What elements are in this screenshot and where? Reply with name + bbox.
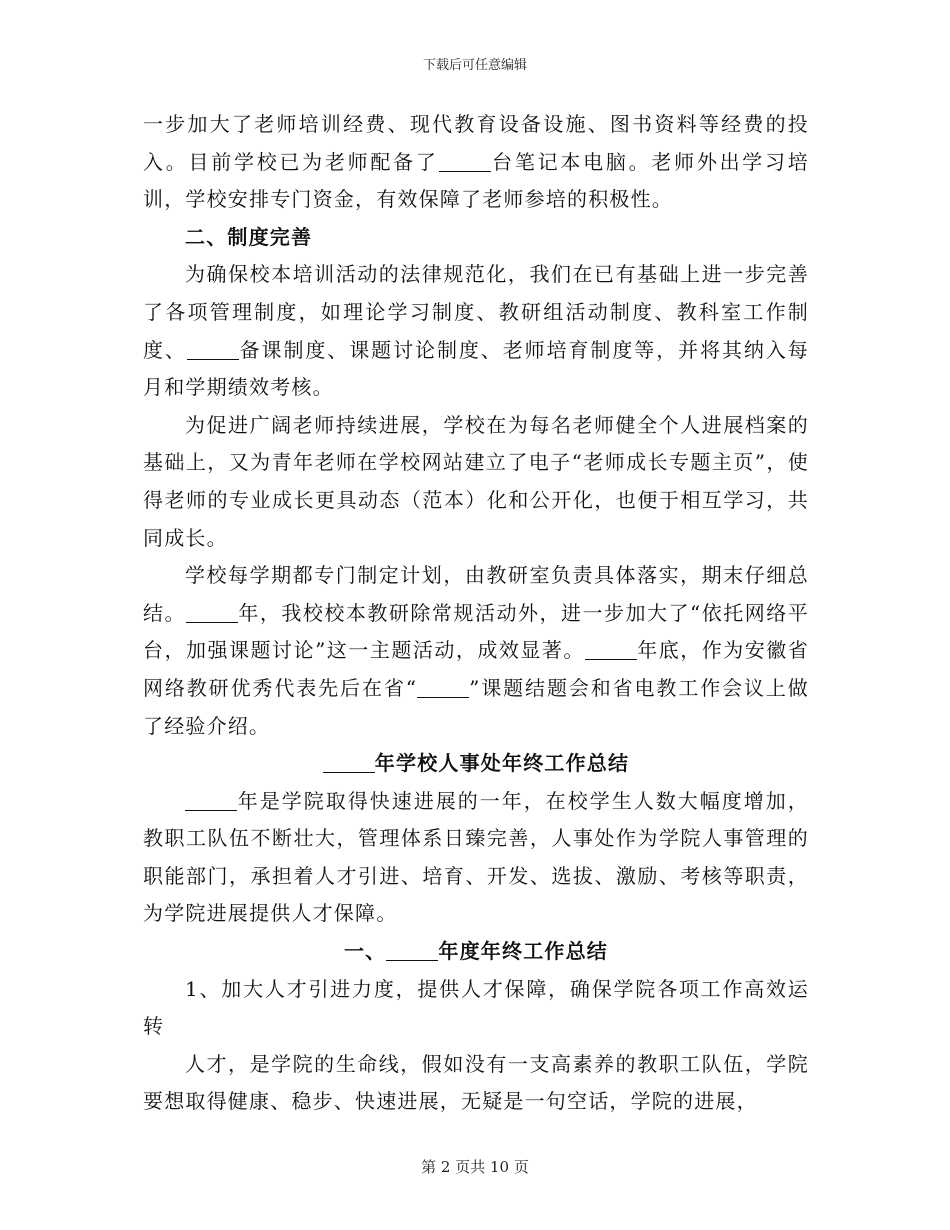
- blank-line: [187, 339, 239, 360]
- title-text: 一、: [343, 939, 387, 964]
- blank-line: [323, 752, 375, 773]
- paragraph: [143, 256, 809, 406]
- blank-line: [186, 602, 238, 623]
- paragraph: [143, 106, 809, 219]
- paragraph-text: ”课题结题会和省电教工作会议上做了经验介绍。: [143, 675, 809, 738]
- paragraph-text: 学校每学期都专门制定计划，由教研室负责具体落实，期末仔细总结。: [143, 563, 809, 625]
- blank-line: [439, 151, 491, 172]
- page-footer: 第 2 页共 10 页: [421, 1158, 529, 1176]
- paragraph: 人才，是学院的生命线，假如没有一支高素养的教职工队伍，学院要想取得健康、稳步、快速进展，无疑是一句空话，学院的进展，: [143, 1051, 809, 1114]
- section-title: [143, 933, 809, 971]
- paragraph: 为促进广阔老师持续进展，学校在为每名老师健全个人进展档案的基础上，又为青年老师在学校网站建立了电子“老师成长专题主页”，使得老师的专业成长更具动态（范本）化和公开化，也便于相互学习，共同成长。: [143, 412, 809, 550]
- blank-line: [585, 639, 637, 660]
- section-heading: 二、制度完善: [185, 224, 313, 249]
- blank-line: [417, 677, 469, 698]
- paragraph-text: 年是学院取得快速进展的一年，在校学生人数大幅度增加，教职工队伍不断壮大，管理体系日臻完善，人事处作为学院人事管理的职能部门，承担着人才引进、培育、开发、选拔、激励、考核等职责，为学院进展提供人才保障。: [143, 788, 809, 926]
- paragraph: [143, 783, 809, 933]
- document-body: [143, 106, 809, 1121]
- title-text: 年学校人事处年终工作总结: [374, 751, 630, 776]
- document-title: [143, 745, 809, 783]
- title-text: 年度年终工作总结: [438, 939, 608, 964]
- paragraph-text: 一步加大了老师培训经费、现代教育设备设施、图书资料等经费的投入。目前学校已为老师配备了: [143, 112, 809, 174]
- paragraph-text: 为确保校本培训活动的法律规范化，我们在已有基础上进一步完善了各项管理制度，如理论学习制度、教研组活动制度、教科室工作制度、: [143, 262, 809, 362]
- blank-line: [185, 790, 237, 811]
- paragraph-text: 年，我校校本教研除常规活动外，进一步加大了“依托网络平台，加强课题讨论”这一主题活动，成效显著。: [143, 600, 810, 663]
- paragraph-text: 年底，作为安徽省网络教研优秀代表先后在省“: [143, 638, 809, 700]
- paragraph-text: 备课制度、课题讨论制度、老师培育制度等，并将其纳入每月和学期绩效考核。: [143, 337, 809, 400]
- paragraph: [143, 557, 809, 745]
- paragraph-text: 台笔记本电脑。老师外出学习培训，学校安排专门资金，有效保障了老师参培的积极性。: [143, 149, 809, 212]
- paragraph: 1、加大人才引进力度，提供人才保障，确保学院各项工作高效运转: [143, 976, 809, 1039]
- blank-line: [386, 940, 438, 961]
- page-header: 下载后可任意编辑: [422, 58, 527, 73]
